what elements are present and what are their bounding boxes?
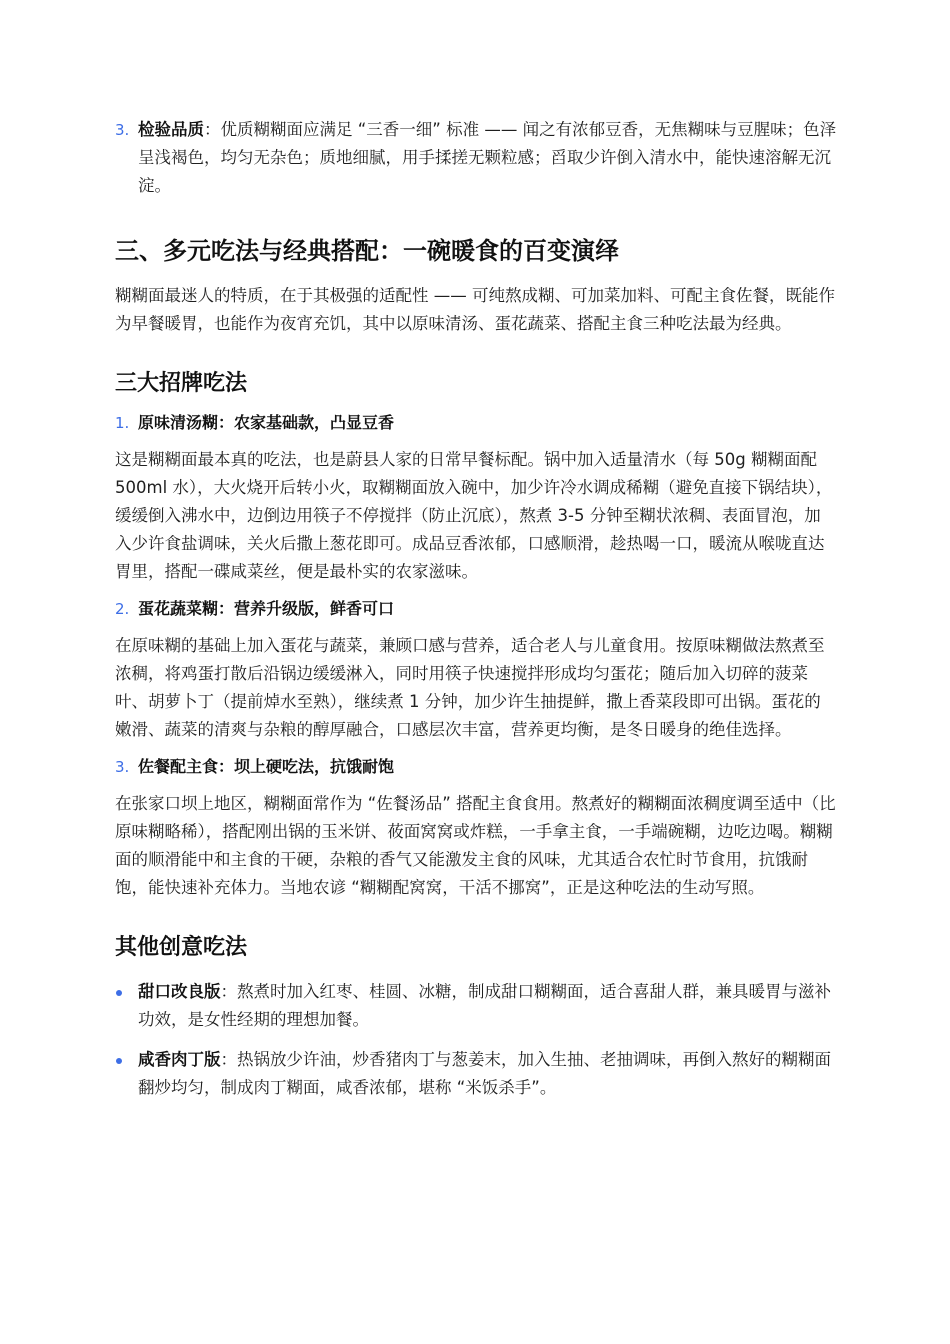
bullet-item-sweet [115, 978, 837, 1034]
label-separator: ： [204, 120, 221, 139]
subsection-heading-creative: 其他创意吃法 [115, 935, 248, 960]
list-item-inspect-quality [115, 116, 837, 200]
list-number: 3. [115, 758, 130, 776]
list-number: 3. [115, 121, 130, 139]
item-title: 原味清汤糊：农家基础款，凸显豆香 [138, 413, 395, 432]
list-item-label: 检验品质 [138, 120, 204, 139]
bullet-text: 熬煮时加入红枣、桂圆、冰糖，制成甜口糊糊面，适合喜甜人群，兼具暖胃与滋补功效，是女性经期的理想加餐。 [138, 982, 831, 1029]
list-number: 1. [115, 414, 130, 432]
signature-item-title [115, 410, 837, 436]
bullet-dot-icon [116, 990, 122, 996]
item-title: 蛋花蔬菜糊：营养升级版，鲜香可口 [138, 599, 395, 618]
bullet-label: 咸香肉丁版 [138, 1050, 221, 1069]
list-item-text: 优质糊糊面应满足 “三香一细” 标准 —— 闻之有浓郁豆香，无焦糊味与豆腥味；色泽呈浅褐色，均匀无杂色；质地细腻，用手揉搓无颗粒感；舀取少许倒入清水中，能快速溶解无沉淀。 [138, 120, 837, 195]
label-separator: ： [220, 1050, 237, 1069]
bullet-label: 甜口改良版 [138, 982, 221, 1001]
document-page [115, 112, 837, 1102]
section-heading: 三、多元吃法与经典搭配：一碗暖食的百变演绎 [115, 237, 619, 265]
signature-item-title [115, 754, 837, 780]
label-separator: ： [220, 982, 237, 1001]
signature-item-body: 这是糊糊面最本真的吃法，也是蔚县人家的日常早餐标配。锅中加入适量清水（每 50g 糊糊面配 500ml 水），大火烧开后转小火，取糊糊面放入碗中，加少许冷水调成稀糊（避免直接下锅结块），缓缓倒入沸水中，边倒边用筷子不停搅拌（防止沉底），熬煮 3-5 分钟至糊状浓稠、表面冒泡，加入少许食盐调味，关火后撒上葱花即可。成品豆香浓郁，口感顺滑，趁热喝一口，暖流从喉咙直达胃里，搭配一碟咸菜丝，便是最朴实的农家滋味。 [115, 450, 833, 581]
signature-item-title [115, 596, 837, 622]
subsection-heading-signature: 三大招牌吃法 [115, 371, 248, 396]
signature-item-body: 在原味糊的基础上加入蛋花与蔬菜，兼顾口感与营养，适合老人与儿童食用。按原味糊做法熬煮至浓稠，将鸡蛋打散后沿锅边缓缓淋入，同时用筷子快速搅拌形成均匀蛋花；随后加入切碎的菠菜叶、胡萝卜丁（提前焯水至熟），继续煮 1 分钟，加少许生抽提鲜，撒上香菜段即可出锅。蛋花的嫩滑、蔬菜的清爽与杂粮的醇厚融合，口感层次丰富，营养更均衡，是冬日暖身的绝佳选择。 [115, 636, 825, 739]
list-number: 2. [115, 600, 130, 618]
bullet-item-savory [115, 1046, 837, 1102]
section-intro: 糊糊面最迷人的特质，在于其极强的适配性 —— 可纯熬成糊、可加菜加料、可配主食佐餐，既能作为早餐暖胃，也能作为夜宵充饥，其中以原味清汤、蛋花蔬菜、搭配主食三种吃法最为经典。 [115, 286, 835, 333]
signature-item-body: 在张家口坝上地区，糊糊面常作为 “佐餐汤品” 搭配主食食用。熬煮好的糊糊面浓稠度调至适中（比原味糊略稀），搭配刚出锅的玉米饼、莜面窝窝或炸糕，一手拿主食，一手端碗糊，边吃边喝。糊糊面的顺滑能中和主食的干硬，杂粮的香气又能激发主食的风味，尤其适合农忙时节食用，抗饿耐饱，能快速补充体力。当地农谚 “糊糊配窝窝，干活不挪窝”，正是这种吃法的生动写照。 [115, 794, 836, 897]
bullet-dot-icon [116, 1058, 122, 1064]
item-title: 佐餐配主食：坝上硬吃法，抗饿耐饱 [138, 757, 395, 776]
bullet-text: 热锅放少许油，炒香猪肉丁与葱姜末，加入生抽、老抽调味，再倒入熬好的糊糊面翻炒均匀，制成肉丁糊面，咸香浓郁，堪称 “米饭杀手”。 [138, 1050, 831, 1097]
